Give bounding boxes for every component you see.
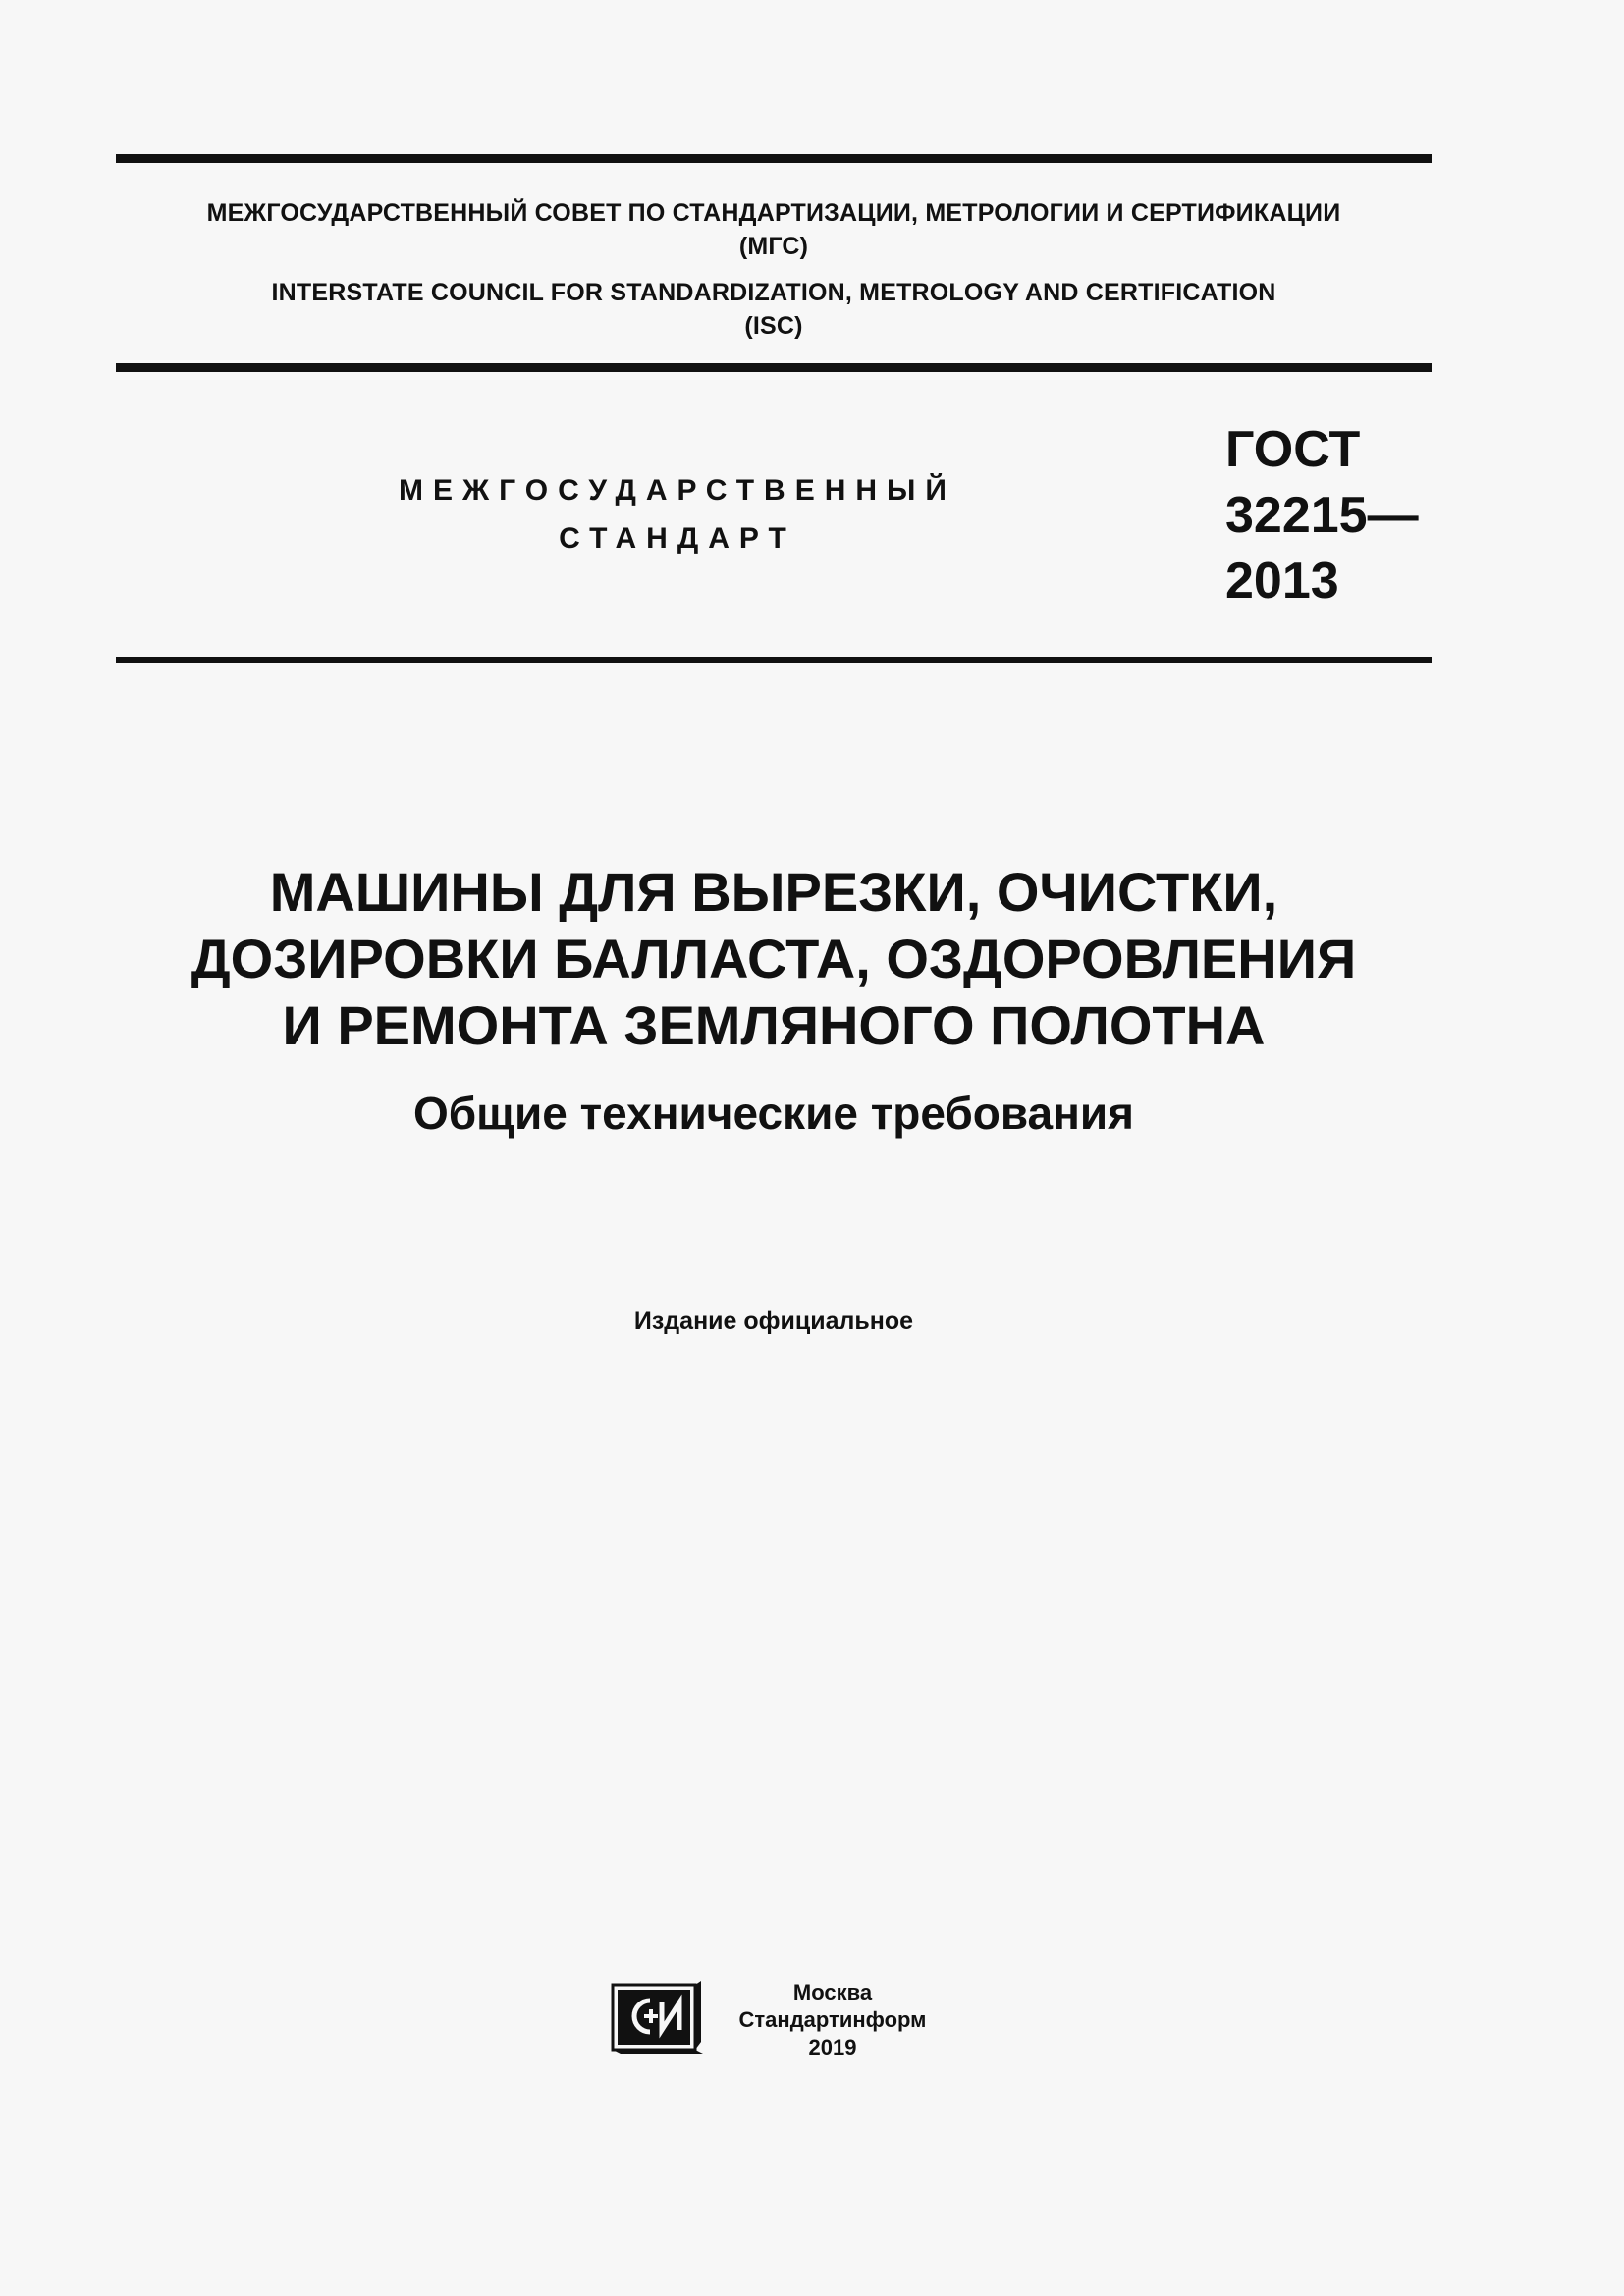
council-name-ru: МЕЖГОСУДАРСТВЕННЫЙ СОВЕТ ПО СТАНДАРТИЗАЦИИ, МЕТРОЛОГИИ И СЕРТИФИКАЦИИ bbox=[206, 199, 1341, 227]
designation-bottom-rule bbox=[116, 657, 1432, 663]
standard-kind-line1: МЕЖГОСУДАРСТВЕННЫЙ bbox=[399, 474, 956, 507]
top-rule bbox=[116, 154, 1432, 163]
standard-kind-line2: СТАНДАРТ bbox=[559, 522, 796, 555]
document-title-line3: И РЕМОНТА ЗЕМЛЯНОГО ПОЛОТНА bbox=[282, 994, 1266, 1056]
imprint-publisher: Стандартинформ bbox=[738, 2007, 927, 2032]
edition-label: Издание официальное bbox=[633, 1308, 914, 1335]
imprint-year: 2019 bbox=[808, 2035, 857, 2059]
gost-year: 2013 bbox=[1225, 553, 1339, 610]
header-bottom-rule bbox=[116, 363, 1432, 372]
council-abbr-en: (ISC) bbox=[744, 312, 803, 340]
document-subtitle: Общие технические требования bbox=[412, 1088, 1134, 1139]
document-title-line1: МАШИНЫ ДЛЯ ВЫРЕЗКИ, ОЧИСТКИ, bbox=[269, 861, 1278, 923]
standartinform-logo-icon bbox=[611, 1981, 703, 2054]
gost-number: 32215— bbox=[1225, 487, 1419, 544]
imprint-city: Москва bbox=[792, 1980, 873, 2004]
gost-label: ГОСТ bbox=[1225, 421, 1361, 478]
document-title-line2: ДОЗИРОВКИ БАЛЛАСТА, ОЗДОРОВЛЕНИЯ bbox=[190, 928, 1357, 989]
council-name-en: INTERSTATE COUNCIL FOR STANDARDIZATION, METROLOGY AND CERTIFICATION bbox=[271, 279, 1276, 306]
council-abbr-ru: (МГС) bbox=[738, 233, 809, 260]
